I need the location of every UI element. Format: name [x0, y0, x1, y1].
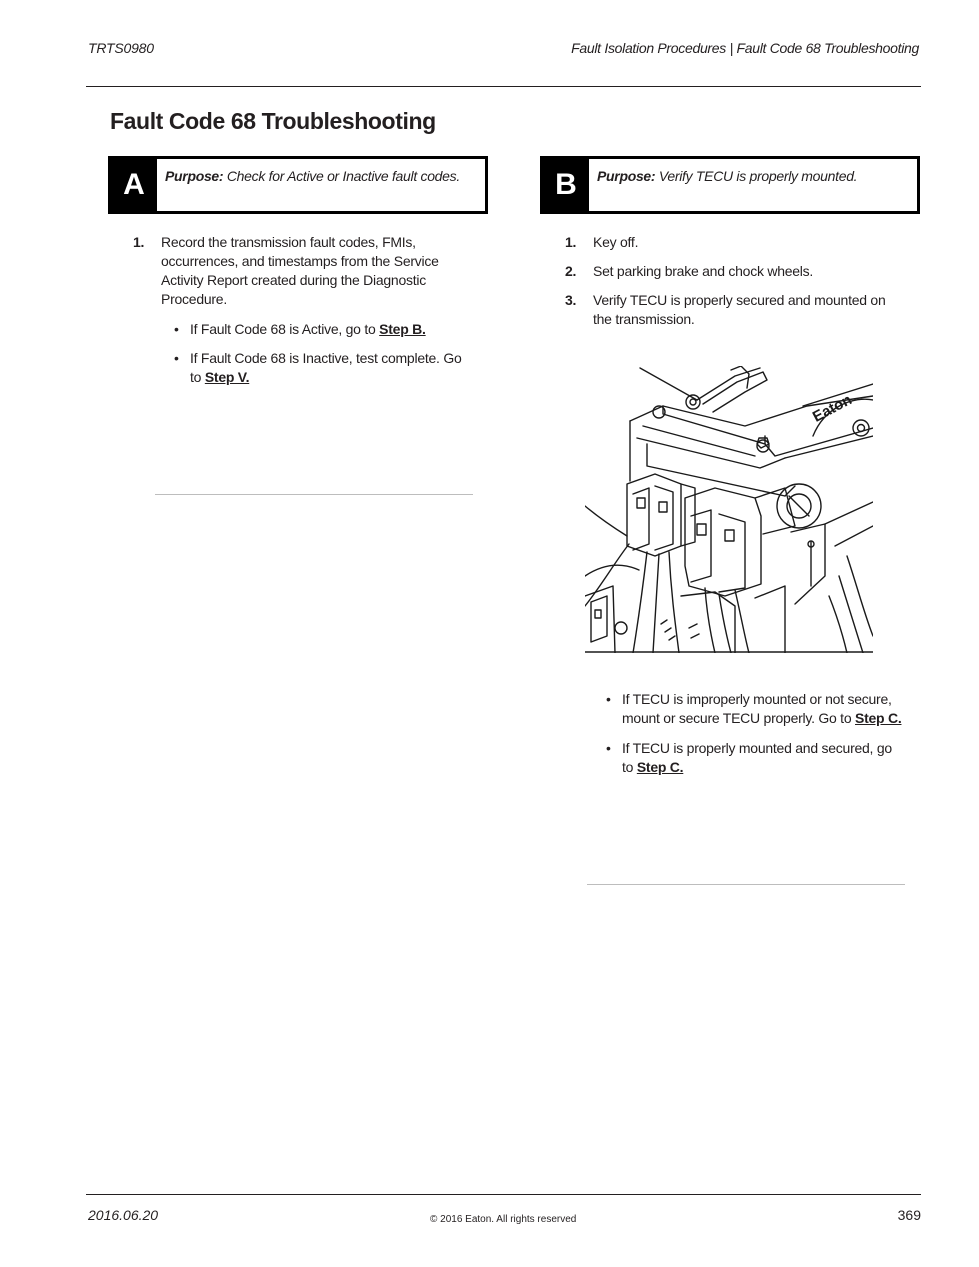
footer-date: 2016.06.20	[88, 1207, 159, 1223]
step-b-purpose-label: Purpose:	[597, 168, 656, 184]
step-b-bullet-1-line-1: If TECU is improperly mounted or not secure,	[622, 691, 892, 707]
step-b-bullet-2-line-2: to	[622, 759, 637, 775]
step-b-item-3-line-1: Verify TECU is properly secured and mounted on	[593, 292, 886, 308]
step-b-item-1-number: 1.	[565, 234, 577, 250]
step-a-bullet-2-line-1: If Fault Code 68 is Inactive, test complete. Go	[190, 350, 462, 366]
step-b-purpose-text: Verify TECU is properly mounted.	[655, 168, 858, 184]
step-b-item-3-line-2: the transmission.	[593, 311, 695, 327]
step-a-end-divider	[155, 494, 473, 495]
step-a-bullet-1	[174, 320, 484, 340]
step-a-bullet-2	[174, 349, 484, 389]
header-section: Fault Isolation Procedures | Fault Code 68 Troubleshooting	[571, 40, 919, 56]
step-b-item-3	[565, 291, 915, 331]
step-a-item-1-text	[161, 233, 439, 309]
eaton-casting-label: Eaton	[809, 391, 855, 426]
step-c-link[interactable]: Step C.	[855, 710, 902, 726]
bullet-dot: •	[606, 691, 611, 707]
step-a-item-1-line-1: Record the transmission fault codes, FMIs,	[161, 234, 416, 250]
bullet-dot: •	[606, 740, 611, 756]
page-title: Fault Code 68 Troubleshooting	[110, 108, 436, 134]
step-b-bullet-2	[606, 739, 921, 779]
step-b-end-divider	[587, 884, 905, 885]
step-a-bullet-2-line-2: to	[190, 369, 205, 385]
step-a-purpose-text: Check for Active or Inactive fault codes.	[223, 168, 460, 184]
footer-divider	[86, 1194, 921, 1195]
step-b-item-3-number: 3.	[565, 292, 577, 308]
tecu-illustration	[585, 366, 873, 653]
step-a-item-1-line-3: Activity Report created during the Diagnostic	[161, 272, 426, 288]
page-number: 369	[897, 1207, 921, 1223]
step-b-box	[540, 156, 920, 214]
step-b-item-1	[565, 233, 915, 253]
step-b-bullet-1-line-2: mount or secure TECU properly. Go to	[622, 710, 855, 726]
step-b-letter: B	[543, 159, 589, 211]
step-a-purpose-label: Purpose:	[165, 168, 224, 184]
step-a-letter: A	[111, 159, 157, 211]
step-b-bullet-2-line-1: If TECU is properly mounted and secured, go	[622, 740, 892, 756]
step-c-link[interactable]: Step C.	[636, 759, 684, 775]
step-b-link[interactable]: Step B.	[379, 321, 426, 337]
step-a-purpose	[165, 168, 479, 184]
step-a-item-1-line-2: occurrences, and timestamps from the Service	[161, 253, 439, 269]
step-a-box	[108, 156, 488, 214]
step-a-bullet-1-text: If Fault Code 68 is Active, go to	[190, 321, 380, 337]
step-b-item-3-text	[593, 291, 886, 329]
step-a-item-1-line-4: Procedure.	[161, 291, 227, 307]
step-b-item-2	[565, 262, 915, 282]
step-b-purpose	[597, 168, 911, 184]
header-doc-id: TRTS0980	[88, 40, 154, 56]
step-b-bullet-1	[606, 690, 921, 730]
bullet-dot: •	[174, 350, 179, 366]
footer-copyright: © 2016 Eaton. All rights reserved	[430, 1214, 577, 1225]
step-b-item-1-text: Key off.	[593, 234, 639, 250]
tecu-drawing	[585, 366, 873, 653]
step-v-link[interactable]: Step V.	[204, 369, 250, 385]
step-a-item-1	[133, 233, 483, 313]
step-b-item-2-text: Set parking brake and chock wheels.	[593, 263, 814, 279]
step-b-item-2-number: 2.	[565, 263, 577, 279]
step-a-item-1-number: 1.	[133, 234, 145, 250]
header-divider	[86, 86, 921, 87]
bullet-dot: •	[174, 321, 179, 337]
